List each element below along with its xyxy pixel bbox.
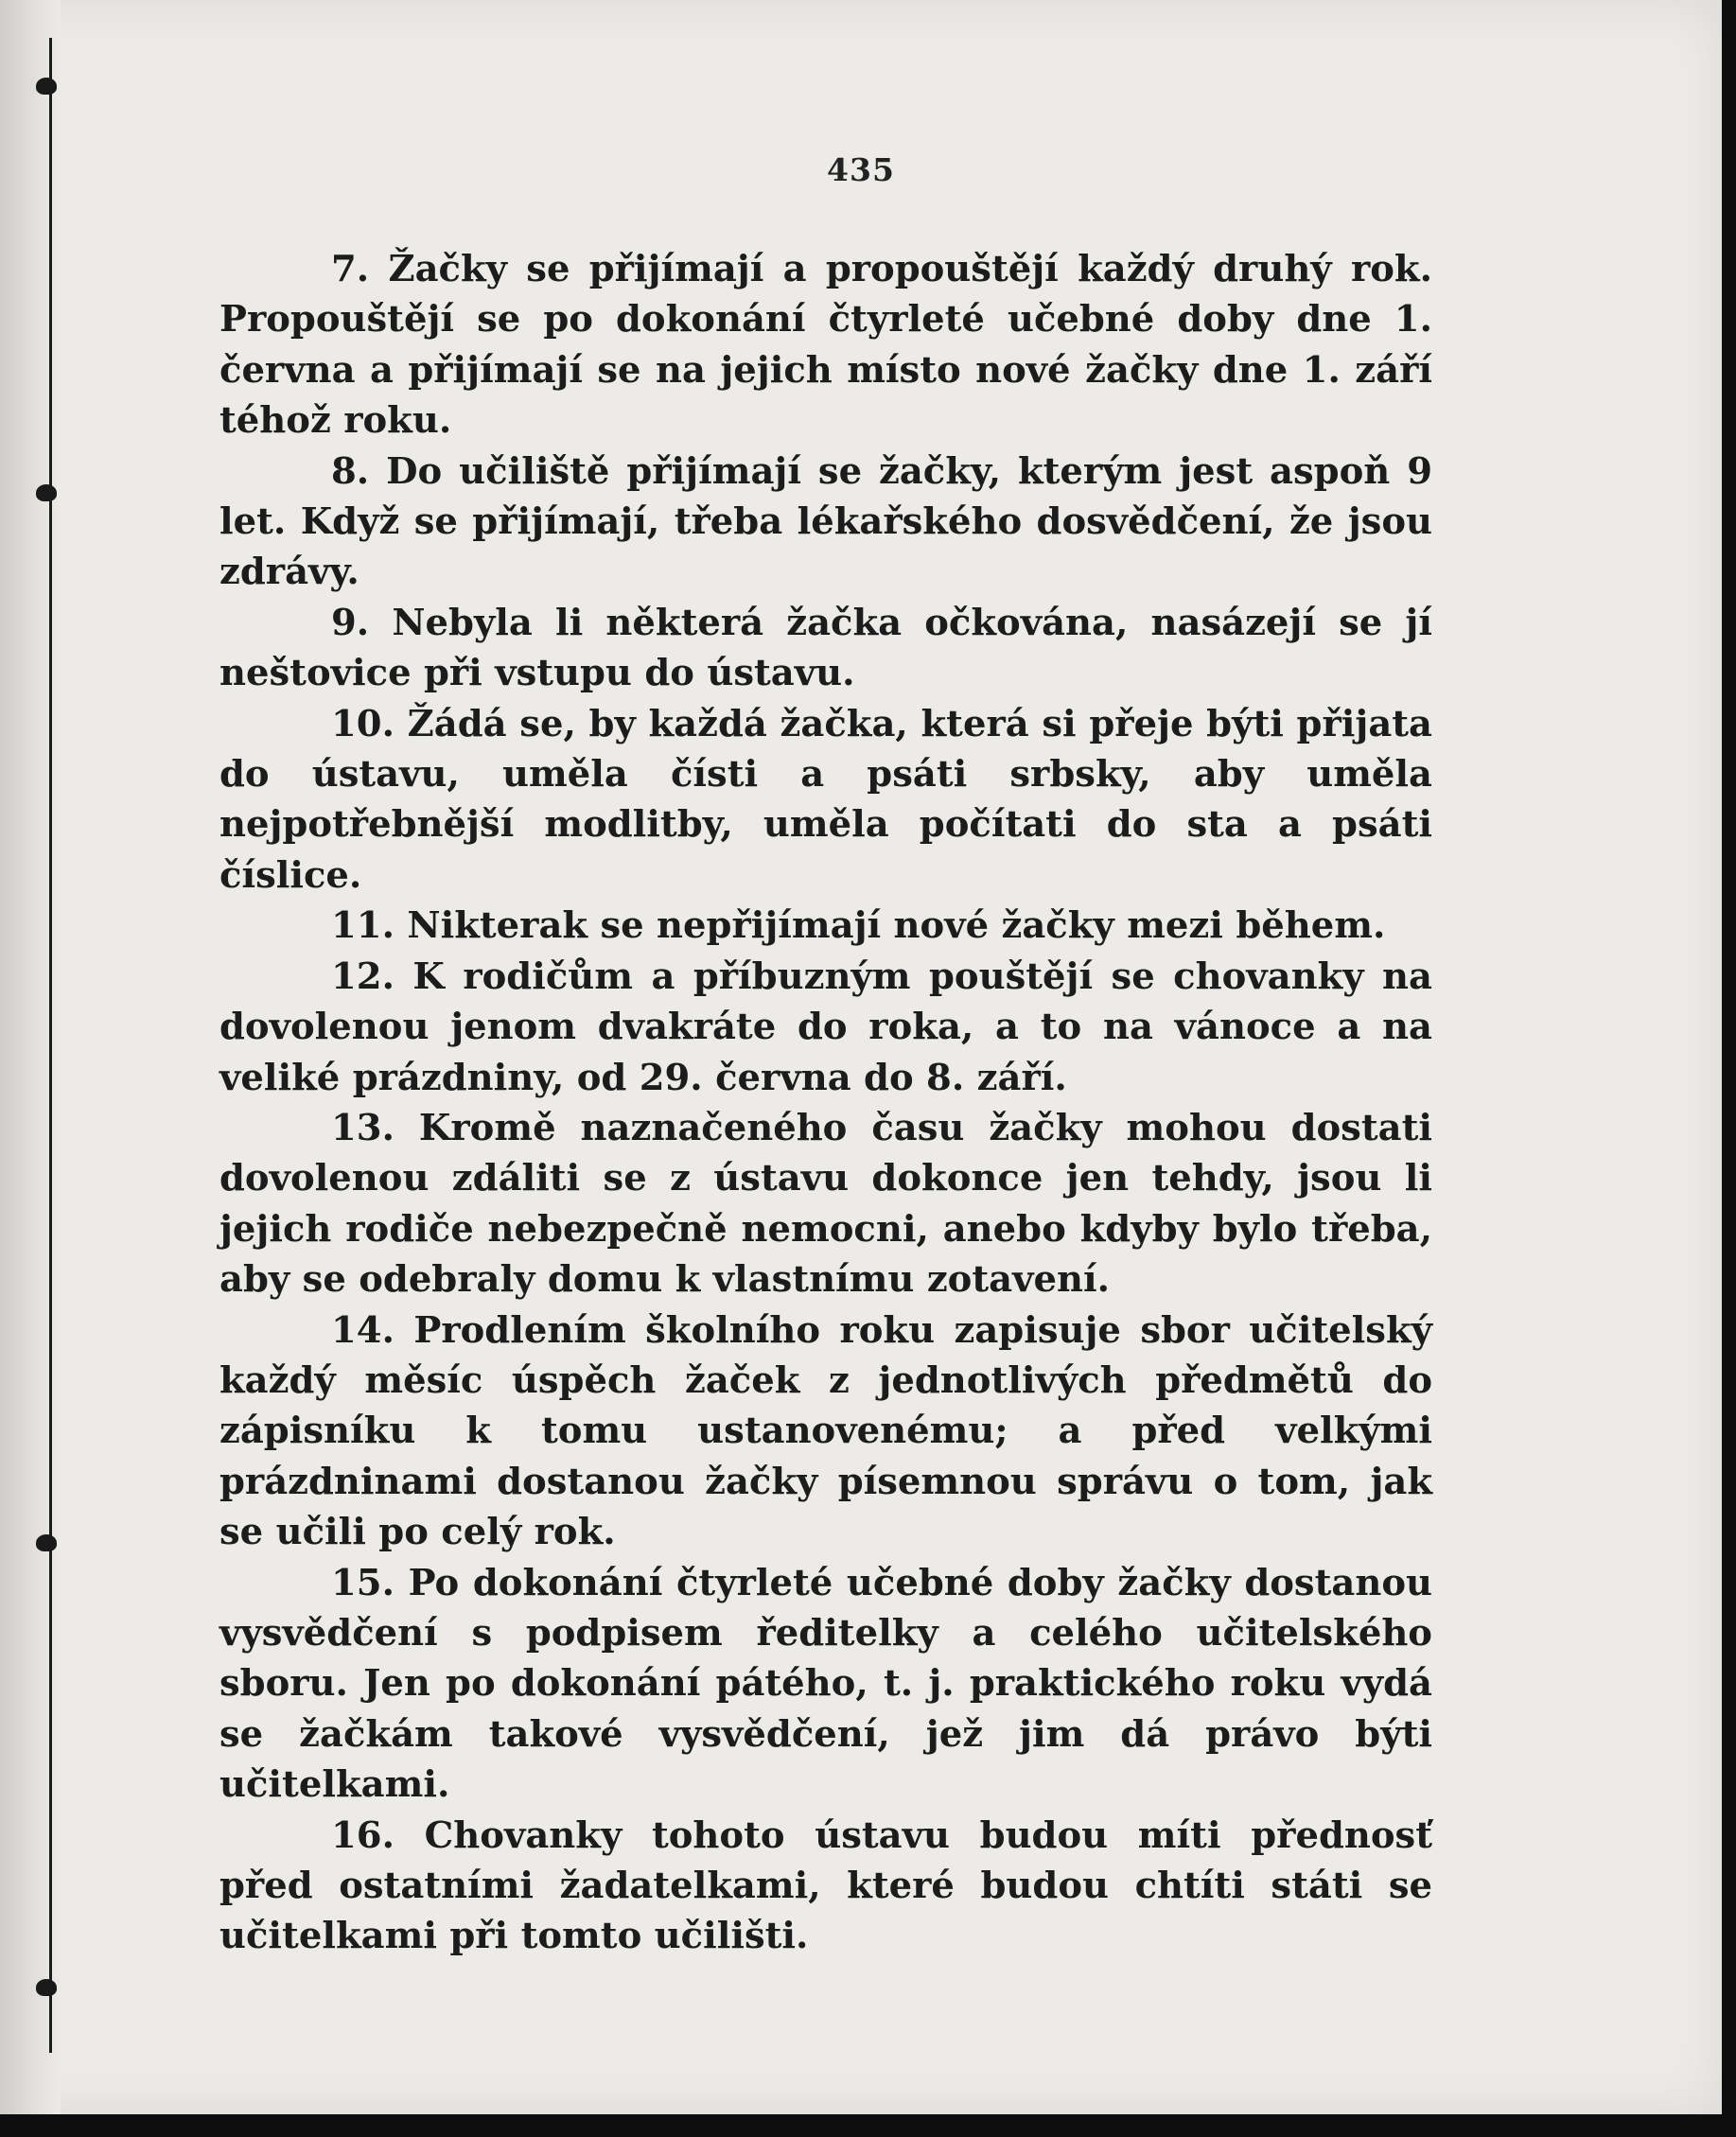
binding-mark [36,484,57,501]
paragraph: 11. Nikterak se nepřijímají nové žačky mezi během. [331,904,1386,948]
paragraph: 12. K rodičům a příbuzným pouštějí se chovanky na dovolenou jenom dvakráte do roka, a to na vánoce a na veliké prázdniny, od 29. června do 8. září. [219,955,1432,1099]
binding-mark [36,78,57,95]
scan-border-bottom [0,2114,1736,2137]
scan-border-right [1723,0,1736,2114]
paragraph: 14. Prodlením školního roku zapisuje sbor učitelský každý měsíc úspěch žaček z jednotlivých předmětů do zápisníku k tomu ustanovenému; a před velkými prázdninami dostanou žačky písemnou správu o tom, jak se učili po celý rok. [219,1308,1432,1554]
paragraph: 16. Chovanky tohoto ústavu budou míti přednosť před ostatními žadatelkami, které budou chtíti státi se učitelkami při tomto učilišti. [219,1813,1432,1958]
paragraph: 8. Do učiliště přijímají se žačky, kterým jest aspoň 9 let. Když se přijímají, třeba lékařského dosvědčení, že jsou zdrávy. [219,449,1432,594]
paragraph: 15. Po dokonání čtyrleté učebné doby žačky dostanou vysvědčení s podpisem ředitelky a celého učitelského sboru. Jen po dokonání pátého, t. j. praktického roku vydá se žačkám takové vysvědčení, jež jim dá právo býti učitelkami. [219,1561,1432,1807]
binding-rule [49,38,52,2053]
paragraph: 7. Žačky se přijímají a propouštějí každý druhý rok. Propouštějí se po dokonání čtyrleté učebné doby dne 1. června a přijímají se na jejich místo nové žačky dne 1. září téhož roku. [219,248,1432,443]
paragraph: 13. Kromě naznačeného času žačky mohou dostati dovolenou zdáliti se z ústavu dokonce jen tehdy, jsou li jejich rodiče nebezpečně nemocni, anebo kdyby bylo třeba, aby se odebraly domu k vlastnímu zotavení. [219,1106,1432,1302]
paragraph: 9. Nebyla li některá žačka očkována, nasázejí se jí neštovice při vstupu do ústavu. [219,601,1432,695]
body-text [219,244,1432,1962]
binding-mark [36,1979,57,1996]
binding-mark [36,1534,57,1551]
page-number: 435 [827,151,895,188]
paragraph: 10. Žádá se, by každá žačka, která si přeje býti přijata do ústavu, uměla čísti a psáti srbsky, aby uměla nejpotřebnější modlitby, uměla počítati do sta a psáti číslice. [219,702,1432,897]
